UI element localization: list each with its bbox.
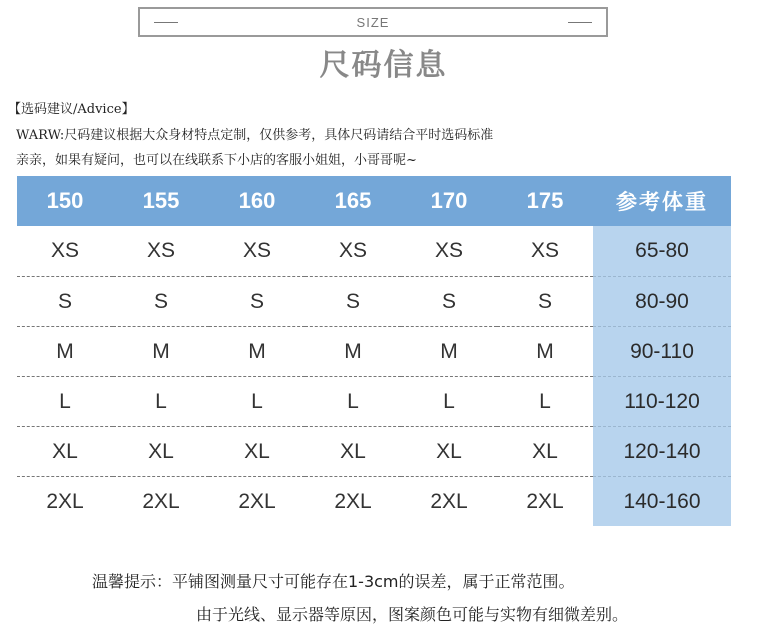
size-cell: L bbox=[209, 376, 305, 426]
tip-line-1: 温馨提示：平铺图测量尺寸可能存在1-3cm的误差，属于正常范围。 bbox=[92, 572, 575, 591]
size-cell: L bbox=[113, 376, 209, 426]
size-chart-table bbox=[17, 176, 731, 528]
table-header-row bbox=[17, 176, 731, 226]
size-cell: 2XL bbox=[209, 476, 305, 526]
size-cell: 2XL bbox=[497, 476, 593, 526]
advice-text-line-1: WARW:尺码建议根据大众身材特点定制，仅供参考，具体尺码请结合平时选码标准 bbox=[16, 128, 494, 143]
size-cell: 2XL bbox=[305, 476, 401, 526]
banner-right-line bbox=[568, 22, 592, 23]
size-cell: XS bbox=[50, 239, 79, 262]
size-cell: S bbox=[113, 276, 209, 326]
size-cell: XL bbox=[113, 426, 209, 476]
size-cell: XL bbox=[17, 426, 113, 476]
size-cell: M bbox=[401, 326, 497, 376]
size-cell: M bbox=[497, 326, 593, 376]
table-row bbox=[17, 426, 731, 476]
size-cell: XL bbox=[209, 426, 305, 476]
table-row bbox=[17, 476, 731, 526]
header-height-170: 170 bbox=[430, 188, 468, 213]
size-cell: XL bbox=[401, 426, 497, 476]
size-cell: XL bbox=[497, 426, 593, 476]
header-height-160: 160 bbox=[238, 188, 276, 213]
size-cell: S bbox=[305, 276, 401, 326]
size-cell: L bbox=[401, 376, 497, 426]
weight-cell: 120-140 bbox=[593, 426, 731, 476]
weight-cell: 65-80 bbox=[593, 226, 731, 276]
size-cell: M bbox=[209, 326, 305, 376]
size-cell: S bbox=[17, 276, 113, 326]
header-height-150: 150 bbox=[46, 188, 84, 213]
tip-line-2: 由于光线、显示器等原因，图案颜色可能与实物有细微差别。 bbox=[196, 605, 629, 624]
advice-text-line-2: 亲亲，如果有疑问，也可以在线联系下小店的客服小姐姐，小哥哥呢~ bbox=[16, 153, 417, 168]
size-cell: XL bbox=[305, 426, 401, 476]
size-cell: S bbox=[401, 276, 497, 326]
size-cell: S bbox=[497, 276, 593, 326]
size-cell: XS bbox=[434, 239, 463, 262]
weight-cell: 110-120 bbox=[593, 376, 731, 426]
banner-left-line bbox=[154, 22, 178, 23]
size-cell: XS bbox=[338, 239, 367, 262]
size-cell: M bbox=[305, 326, 401, 376]
size-cell: S bbox=[209, 276, 305, 326]
weight-cell: 90-110 bbox=[593, 326, 731, 376]
header-height-155: 155 bbox=[142, 188, 180, 213]
size-cell: XS bbox=[530, 239, 559, 262]
size-cell: XS bbox=[146, 239, 175, 262]
size-cell: L bbox=[305, 376, 401, 426]
size-cell: L bbox=[17, 376, 113, 426]
table-body bbox=[17, 226, 731, 526]
size-label: SIZE bbox=[356, 14, 390, 30]
header-height-175: 175 bbox=[526, 188, 564, 213]
header-reference-weight: 参考体重 bbox=[616, 191, 708, 214]
size-cell: XS bbox=[242, 239, 271, 262]
weight-cell: 80-90 bbox=[593, 276, 731, 326]
table-row bbox=[17, 326, 731, 376]
size-cell: 2XL bbox=[401, 476, 497, 526]
weight-cell: 140-160 bbox=[593, 476, 731, 526]
table-row bbox=[17, 226, 731, 276]
table-row bbox=[17, 276, 731, 326]
size-cell: M bbox=[113, 326, 209, 376]
header-height-165: 165 bbox=[334, 188, 372, 213]
page-title: 尺码信息 bbox=[319, 48, 448, 83]
size-cell: 2XL bbox=[113, 476, 209, 526]
size-cell: 2XL bbox=[17, 476, 113, 526]
advice-heading: 【选码建议/Advice】 bbox=[8, 102, 135, 117]
size-cell: L bbox=[497, 376, 593, 426]
table-row bbox=[17, 376, 731, 426]
size-banner bbox=[138, 7, 608, 37]
size-cell: M bbox=[17, 326, 113, 376]
